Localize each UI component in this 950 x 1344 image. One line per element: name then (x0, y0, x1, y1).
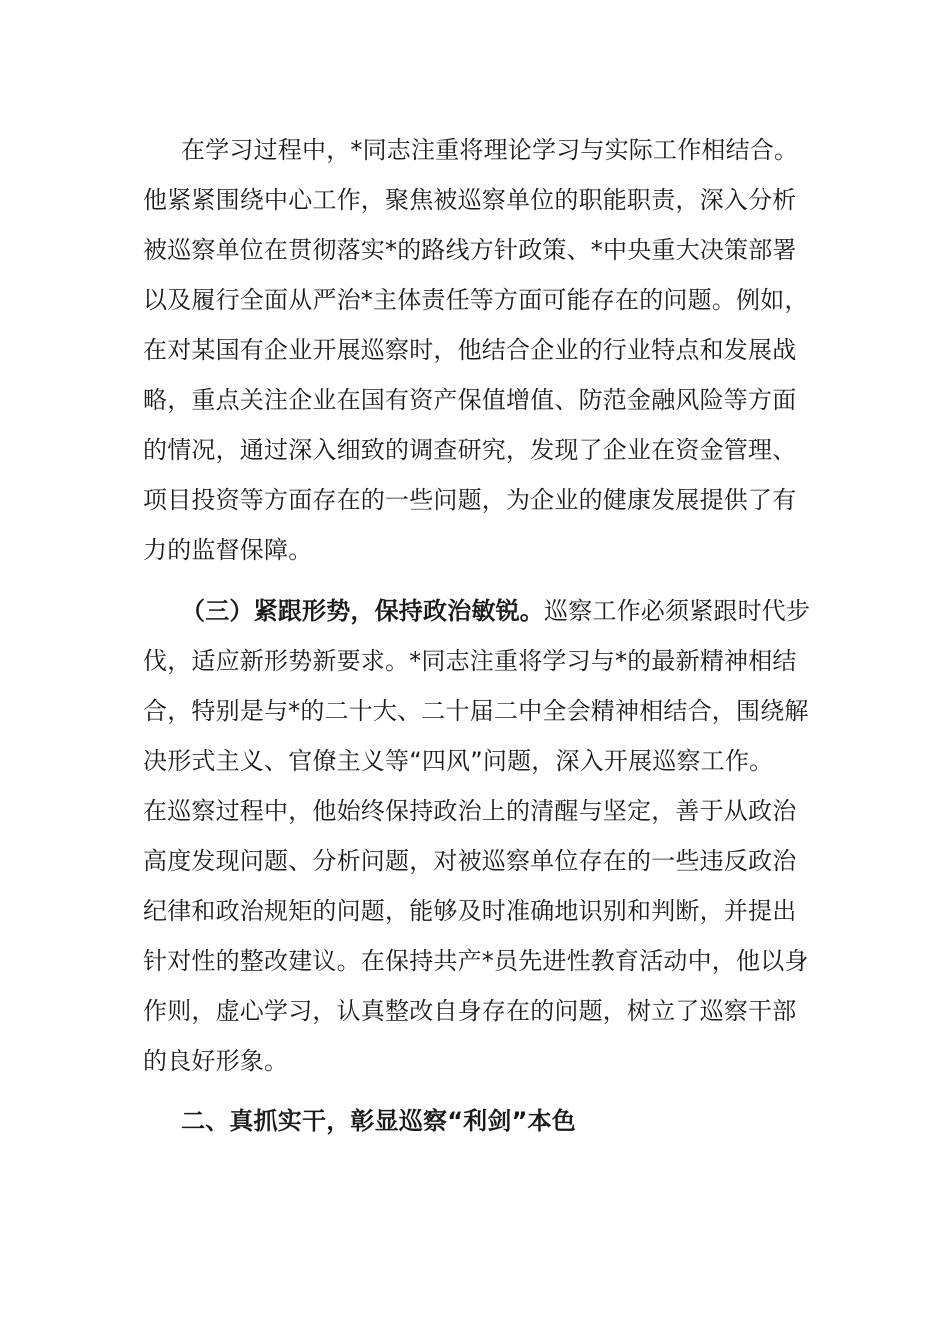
paragraph-first-line (181, 594, 810, 628)
paragraph-line: 针对性的整改建议。在保持共产*员先进性教育活动中，他以身 (143, 947, 809, 975)
paragraph-line: 项目投资等方面存在的一些问题，为企业的健康发展提供了有 (143, 486, 797, 514)
paragraph-line: 决形式主义、官僚主义等“四风”问题，深入开展巡察工作。 (143, 747, 774, 775)
paragraph-line: 高度发现问题、分析问题，对被巡察单位存在的一些违反政治 (143, 847, 797, 875)
subsection-heading: （三）紧跟形势，保持政治敏锐。 (181, 597, 544, 625)
paragraph-line: 的良好形象。 (143, 1047, 289, 1075)
paragraph-line: 在巡察过程中，他始终保持政治上的清醒与坚定，善于从政治 (143, 797, 797, 825)
paragraph-line: 略，重点关注企业在国有资产保值增值、防范金融风险等方面 (143, 386, 797, 414)
paragraph-line: 他紧紧围绕中心工作，聚焦被巡察单位的职能职责，深入分析 (143, 186, 797, 214)
section-heading: 二、真抓实干，彰显巡察“利剑”本色 (181, 1107, 576, 1135)
paragraph-line: 力的监督保障。 (143, 536, 313, 564)
paragraph-line: 的情况，通过深入细致的调查研究，发现了企业在资金管理、 (143, 436, 797, 464)
paragraph-line: 纪律和政治规矩的问题，能够及时准确地识别和判断，并提出 (143, 897, 797, 925)
paragraph-line: 以及履行全面从严治*主体责任等方面可能存在的问题。例如， (143, 286, 809, 314)
paragraph-line: 合，特别是与*的二十大、二十届二中全会精神相结合，围绕解 (143, 697, 809, 725)
paragraph-line: 被巡察单位在贯彻落实*的路线方针政策、*中央重大决策部署 (143, 236, 797, 264)
paragraph-line: 作则，虚心学习，认真整改自身存在的问题，树立了巡察干部 (143, 997, 797, 1025)
paragraph-line: 在对某国有企业开展巡察时，他结合企业的行业特点和发展战 (143, 336, 797, 364)
paragraph-line: 在学习过程中，*同志注重将理论学习与实际工作相结合。 (181, 136, 799, 164)
paragraph-line: 伐，适应新形势新要求。*同志注重将学习与*的最新精神相结 (143, 647, 797, 675)
paragraph-text: 巡察工作必须紧跟时代步 (544, 597, 811, 625)
